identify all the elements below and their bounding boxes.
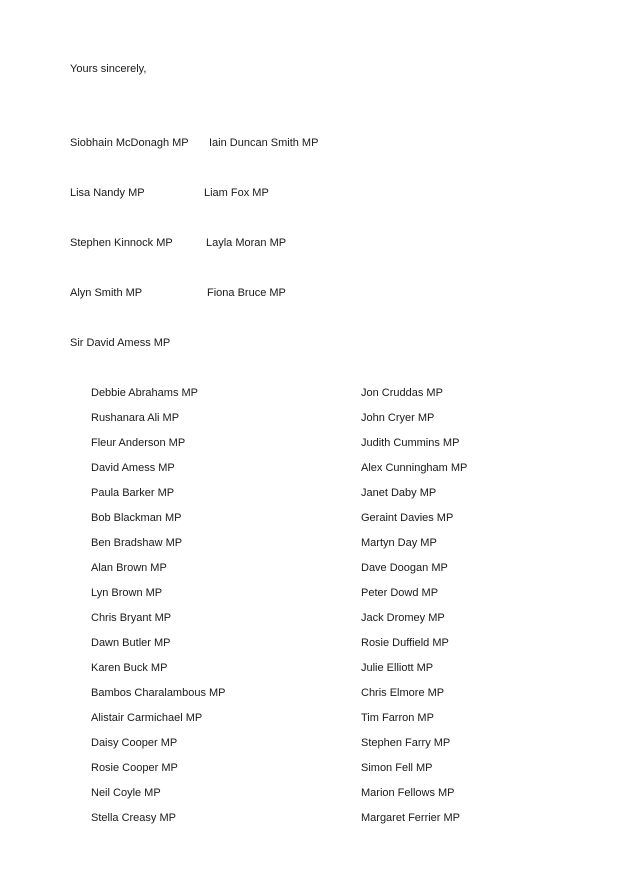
list-item: Tim Farron MP — [361, 712, 434, 724]
list-item: Rushanara Ali MP — [91, 412, 180, 424]
list-item: Rosie Duffield MP — [361, 637, 449, 649]
list-item: Bob Blackman MP — [91, 512, 182, 524]
list-item: Karen Buck MP — [91, 662, 168, 674]
list-item: Peter Dowd MP — [361, 587, 439, 599]
list-item: Debbie Abrahams MP — [91, 387, 198, 399]
list-item: Margaret Ferrier MP — [361, 812, 461, 824]
letter-closing: Yours sincerely, — [70, 63, 147, 75]
list-item: Daisy Cooper MP — [91, 737, 178, 749]
list-item: Lyn Brown MP — [91, 587, 163, 599]
signatory-name: Liam Fox MP — [204, 187, 269, 199]
signatory-name: Lisa Nandy MP — [70, 187, 145, 199]
co-signatories-right-column — [361, 386, 467, 836]
list-item: Alistair Carmichael MP — [91, 712, 203, 724]
signatory-name: Layla Moran MP — [206, 237, 287, 249]
list-item: Dawn Butler MP — [91, 637, 171, 649]
list-item: John Cryer MP — [361, 412, 435, 424]
list-item: Alex Cunningham MP — [361, 462, 468, 474]
co-signatories-left-column — [91, 386, 226, 836]
list-item: Rosie Cooper MP — [91, 762, 178, 774]
list-item: Stella Creasy MP — [91, 812, 176, 824]
list-item: Bambos Charalambous MP — [91, 687, 226, 699]
list-item: Chris Elmore MP — [361, 687, 445, 699]
list-item: David Amess MP — [91, 462, 175, 474]
signatory-name: Iain Duncan Smith MP — [209, 137, 319, 149]
signatory-name: Alyn Smith MP — [70, 287, 143, 299]
list-item: Simon Fell MP — [361, 762, 433, 774]
list-item: Neil Coyle MP — [91, 787, 161, 799]
list-item: Martyn Day MP — [361, 537, 437, 549]
list-item: Ben Bradshaw MP — [91, 537, 183, 549]
list-item: Dave Doogan MP — [361, 562, 448, 574]
list-item: Chris Bryant MP — [91, 612, 172, 624]
list-item: Jack Dromey MP — [361, 612, 445, 624]
signatory-name: Fiona Bruce MP — [207, 287, 286, 299]
list-item: Fleur Anderson MP — [91, 437, 186, 449]
signatory-name: Siobhain McDonagh MP — [70, 137, 189, 149]
list-item: Janet Daby MP — [361, 487, 437, 499]
signatory-name: Sir David Amess MP — [70, 337, 171, 349]
list-item: Stephen Farry MP — [361, 737, 451, 749]
list-item: Jon Cruddas MP — [361, 387, 443, 399]
list-item: Alan Brown MP — [91, 562, 167, 574]
signatory-name: Stephen Kinnock MP — [70, 237, 173, 249]
list-item: Geraint Davies MP — [361, 512, 454, 524]
list-item: Paula Barker MP — [91, 487, 175, 499]
list-item: Marion Fellows MP — [361, 787, 455, 799]
list-item: Judith Cummins MP — [361, 437, 460, 449]
list-item: Julie Elliott MP — [361, 662, 434, 674]
